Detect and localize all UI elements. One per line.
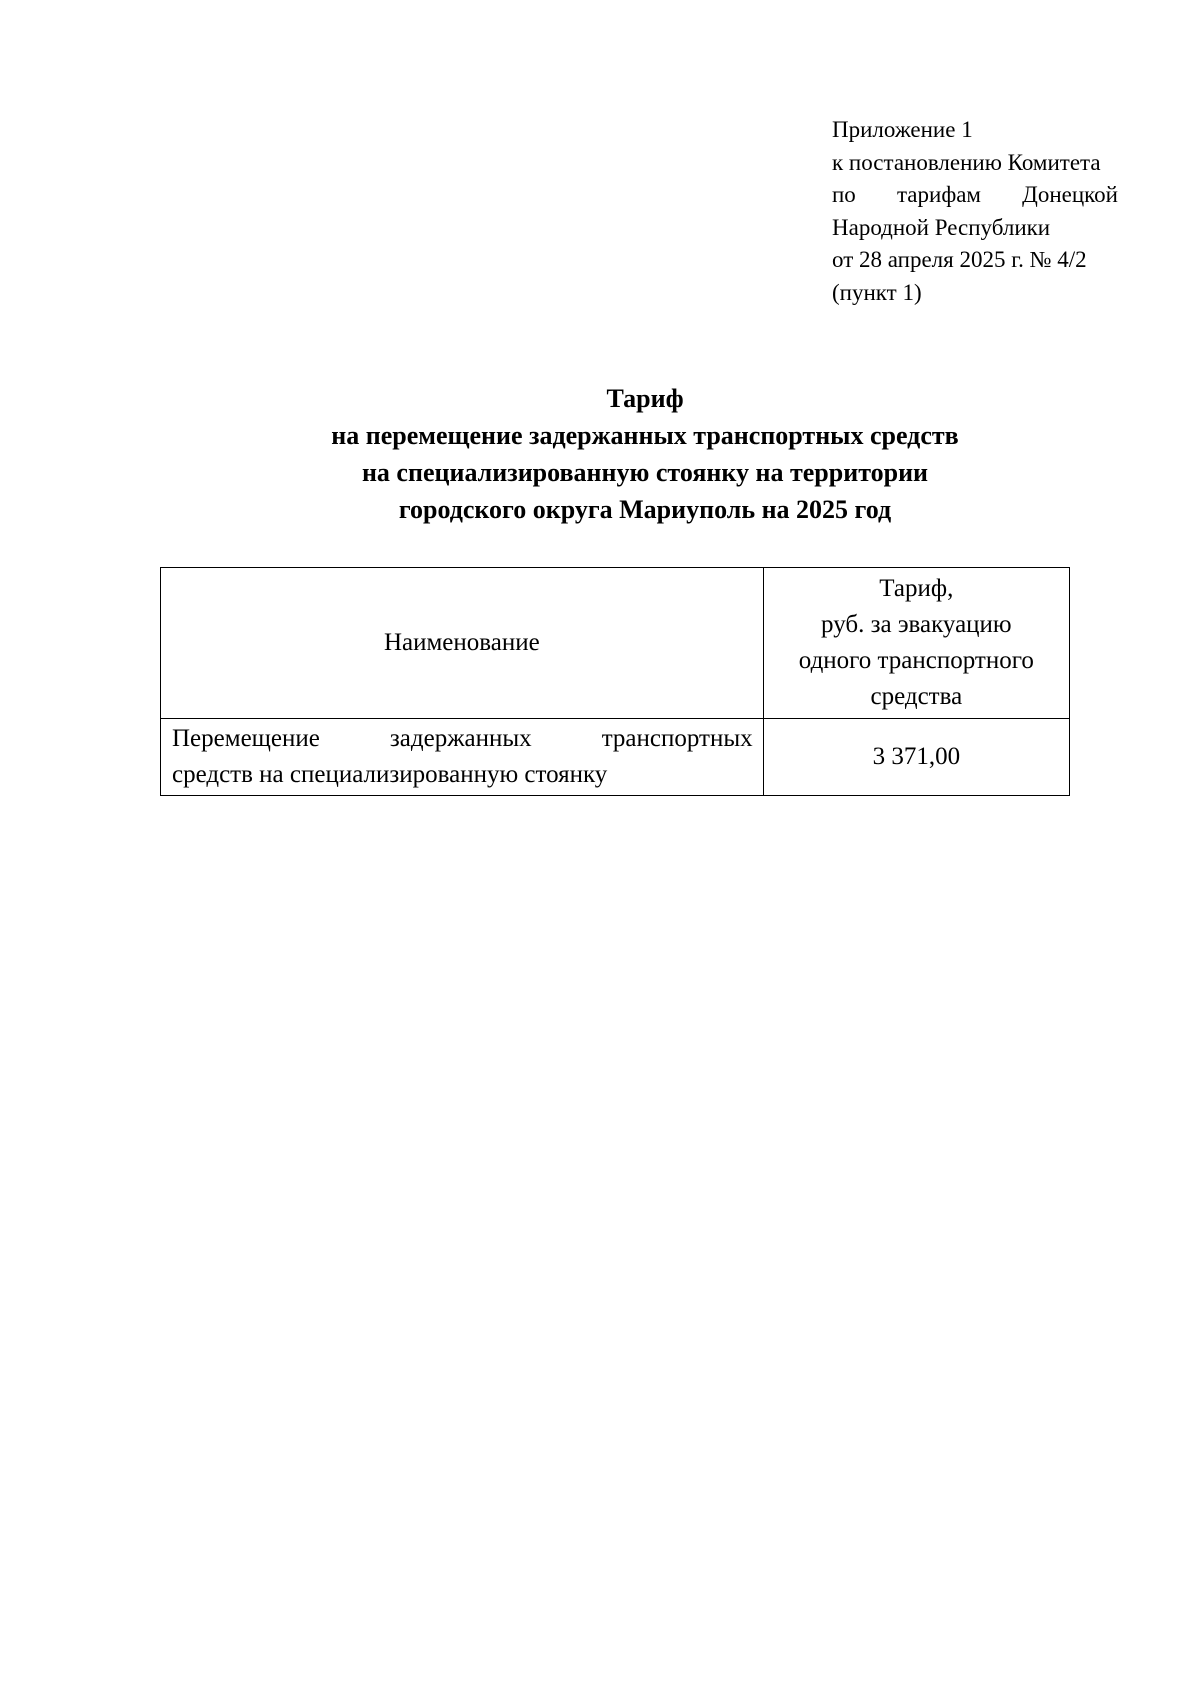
title-line: на специализированную стоянку на территории xyxy=(361,458,929,487)
header-tariff-line: одного транспортного xyxy=(798,647,1034,674)
tariff-table xyxy=(160,567,1070,796)
header-tariff xyxy=(763,568,1069,719)
appendix-line-justified xyxy=(832,179,1118,212)
appendix-line: к постановлению Комитета xyxy=(832,149,1101,175)
appendix-line: Народной Республики xyxy=(832,214,1051,240)
table-row xyxy=(161,719,1070,796)
row-tariff-value: 3 371,00 xyxy=(763,719,1069,796)
appendix-block xyxy=(832,114,1118,309)
row-name-word: транспортных xyxy=(601,725,753,752)
title-line: Тариф xyxy=(606,384,684,413)
table-header-row xyxy=(161,568,1070,719)
title-line: городского округа Мариуполь на 2025 год xyxy=(398,495,892,524)
appendix-line: от 28 апреля 2025 г. № 4/2 xyxy=(832,247,1087,272)
header-tariff-line: руб. за эвакуацию xyxy=(821,611,1012,638)
appendix-word: тарифам xyxy=(896,182,981,207)
document-title xyxy=(0,380,1200,528)
appendix-line: Приложение 1 xyxy=(832,117,973,142)
row-name-line-justified xyxy=(172,721,753,757)
header-name: Наименование xyxy=(161,568,764,719)
appendix-word: Донецкой xyxy=(1022,182,1118,207)
row-name-word: задержанных xyxy=(389,725,532,752)
header-tariff-line: Тариф, xyxy=(879,575,954,602)
header-tariff-line: средства xyxy=(870,683,963,710)
row-name-word: Перемещение xyxy=(172,725,320,752)
title-line: на перемещение задержанных транспортных средств xyxy=(331,421,959,450)
appendix-word: по xyxy=(832,182,856,207)
row-name-line: средств на специализированную стоянку xyxy=(172,761,608,788)
row-name-cell xyxy=(161,719,764,796)
appendix-line: (пункт 1) xyxy=(832,279,922,305)
